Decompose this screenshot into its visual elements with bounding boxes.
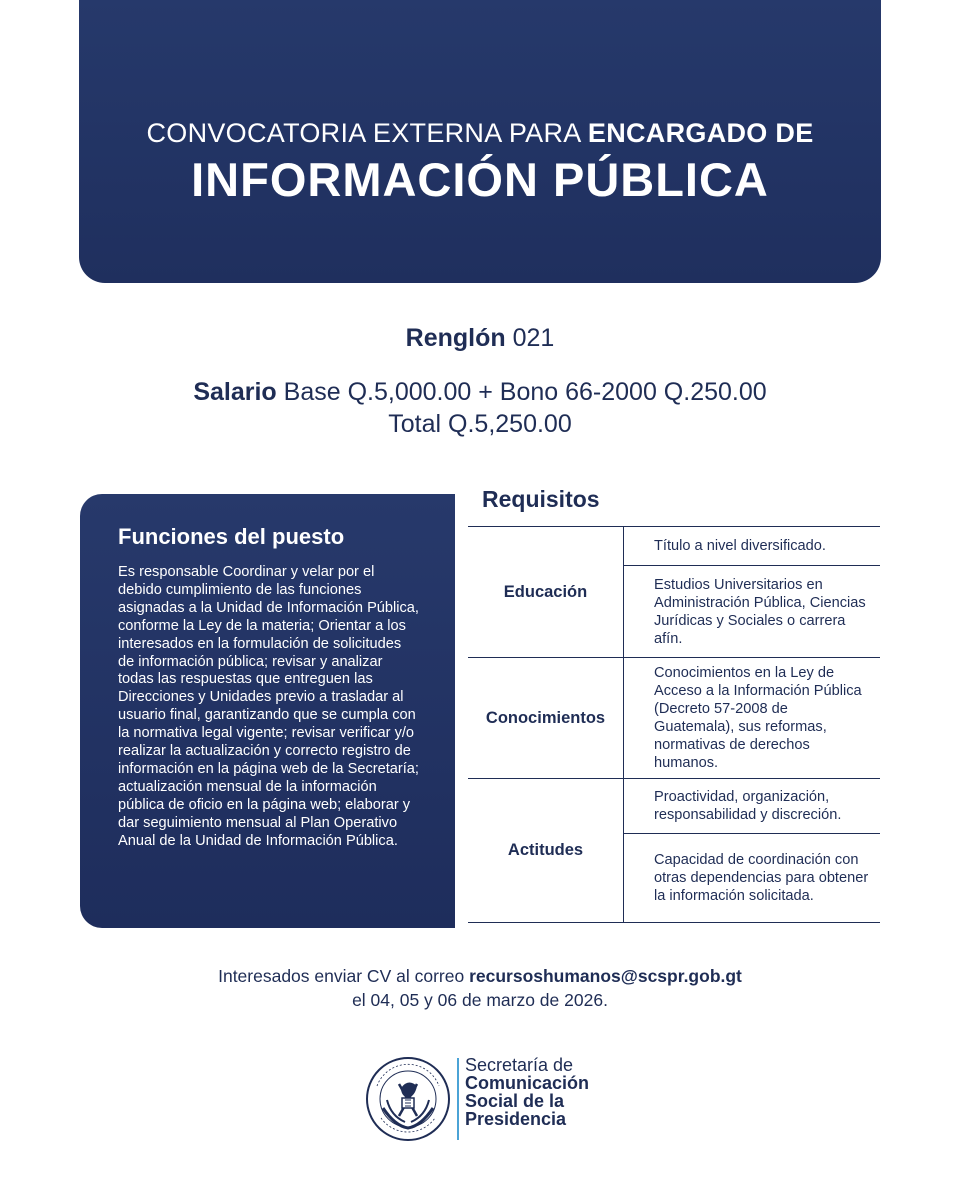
logo-divider: [457, 1058, 459, 1140]
contact-email: recursoshumanos@scspr.gob.gt: [469, 966, 742, 986]
funciones-title: Funciones del puesto: [118, 524, 345, 549]
salario-total: Total Q.5,250.00: [388, 410, 572, 438]
requirement-item: Conocimientos en la Ley de Acceso a la Información Pública (Decreto 57-2008 de Guatemala), sus reformas, normativas de derechos humanos.: [624, 658, 881, 779]
contact-dates: el 04, 05 y 06 de marzo de 2026.: [352, 990, 608, 1010]
header-banner: [79, 0, 881, 283]
category-conocimientos: Conocimientos: [468, 658, 624, 779]
table-row: [468, 658, 880, 779]
salario-line1: Salario Base Q.5,000.00 + Bono 66-2000 Q.250.00: [193, 378, 767, 406]
requirement-item: Estudios Universitarios en Administración Pública, Ciencias Jurídicas y Sociales o carrera afín.: [624, 566, 881, 658]
logo-text: Secretaría de Comunicación Social de la Presidencia: [465, 1055, 590, 1129]
scspr-logo: [365, 1056, 605, 1146]
requirement-item: Proactividad, organización, responsabilidad y discreción.: [624, 779, 881, 834]
contact-info: [0, 964, 960, 1012]
category-actitudes: Actitudes: [468, 779, 624, 923]
category-educacion: Educación: [468, 527, 624, 658]
requisitos-title: Requisitos: [482, 486, 600, 512]
salario: [0, 376, 960, 440]
table-row: [468, 779, 880, 834]
header-subtitle: CONVOCATORIA EXTERNA PARA ENCARGADO DE: [146, 118, 814, 148]
requirement-item: Capacidad de coordinación con otras dependencias para obtener la información solicitada.: [624, 834, 881, 923]
renglon: Renglón 021: [405, 324, 555, 352]
requisitos-table: [468, 526, 880, 923]
header-title: INFORMACIÓN PÚBLICA: [191, 153, 769, 206]
contact-line: Interesados enviar CV al correo recursoshumanos@scspr.gob.gt: [218, 966, 742, 986]
requirement-item: Título a nivel diversificado.: [624, 527, 881, 566]
table-row: [468, 527, 880, 566]
funciones-body: Es responsable Coordinar y velar por el debido cumplimiento de las funciones asignadas a la Unidad de Información Pública, conforme la Ley de la materia; Orientar a los interesados en la formulación de solicitudes de información pública; revisar y analizar todas las respuestas que entreguen las Direcciones y Unidades previo a trasladar al usuario final, garantizando que se cumpla con la normativa legal vigente; revisar verificar y/o realizar la actualización y correcto registro de información en la página web de la Secretaría; actualización mensual de la información pública de oficio en la página web; elaborar y dar seguimiento mensual al Plan Operativo Anual de la Unidad de Información Pública.: [118, 564, 419, 849]
funciones-panel: [80, 494, 455, 928]
guatemala-coat-of-arms-icon: [365, 1056, 451, 1142]
